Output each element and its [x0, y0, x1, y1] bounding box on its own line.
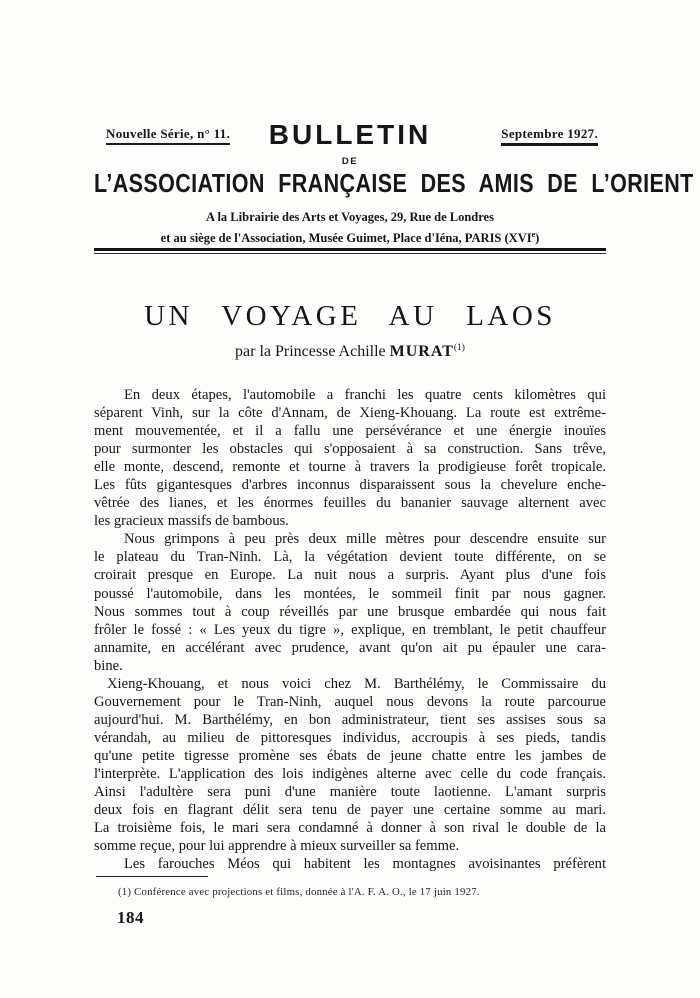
byline-prefix: par la Princesse Achille — [235, 343, 390, 360]
article-title: UN VOYAGE AU LAOS — [144, 300, 556, 332]
body-line: Ainsi l'adultère sera puni d'une manière toute laotienne. L'amant surpris — [94, 784, 606, 801]
page-number: 184 — [117, 908, 144, 927]
body-line: Nous sommes tout à coup réveillés par une brusque embardée qui nous fait — [94, 603, 606, 620]
address-line-2-text: et au siège de l'Association, Musée Guimet, Place d'Iéna, PARIS (XVI — [160, 231, 532, 246]
article-body — [94, 386, 606, 873]
body-line: frôler le fossé : « Les yeux du tigre », explique, en tremblant, le petit chauffeur — [94, 621, 606, 638]
address-line-1: A la Librairie des Arts et Voyages, 29, Rue de Londres — [206, 210, 494, 224]
body-line: séparent Vinh, sur la côte d'Annam, de Xieng-Khouang. La route est extrême- — [94, 405, 606, 422]
body-line: les gracieux massifs de bambous. — [94, 513, 289, 530]
body-line: bine. — [94, 657, 123, 674]
body-line: elle monte, descend, remonte et tourne à travers la prodigieuse forêt tropicale. — [94, 459, 606, 476]
masthead — [94, 120, 606, 156]
body-line: Les fûts gigantesques d'arbres inconnus disparaissent sous la chevelure enche- — [94, 477, 606, 494]
body-line: croirait presque en Europe. La nuit nous a surpris. Ayant plus d'une fois — [94, 567, 606, 584]
body-line: Nous grimpons à peu près deux mille mètres pour descendre ensuite sur — [124, 531, 606, 548]
body-line: aujourd'hui. M. Barthélémy, en bon administrateur, tient ses assises sous sa — [94, 711, 606, 728]
footnote-text: (1) Conférence avec projections et films, donnée à l'A. F. A. O., le 17 juin 1927. — [118, 886, 480, 898]
body-line: La troisième fois, le mari sera condamné à donner à son rival le double de la — [94, 820, 606, 837]
paragraph — [94, 855, 606, 873]
address-line-2 — [94, 226, 606, 247]
body-line: Gouvernement pour le Tran-Ninh, auquel nous devons la route parcourue — [94, 693, 606, 710]
body-line: l'interprète. L'application des lois indigènes alterne avec celle du code français. — [94, 765, 606, 782]
paragraph — [94, 675, 606, 855]
series-number: Nouvelle Série, n° 11. — [106, 126, 230, 145]
issue-date: Septembre 1927. — [501, 126, 598, 146]
article-byline — [94, 343, 606, 361]
footnote-marker: (1) — [453, 343, 465, 353]
masthead-connector: DE — [341, 156, 359, 167]
footnote-rule — [96, 876, 208, 877]
body-line: En deux étapes, l'automobile a franchi les quatre cents kilomètres qui — [124, 387, 606, 403]
body-line: vêtrée des lianes, et les énormes feuilles du bananier sauvage alternent avec — [94, 495, 606, 512]
bulletin-title: BULLETIN — [268, 119, 432, 150]
body-line: vérandah, au milieu de pittoresques individus, accroupis à ses pieds, tandis — [94, 729, 606, 746]
address-line-2-close: ) — [535, 231, 540, 246]
paragraph — [94, 530, 606, 674]
body-line: qu'une petite tigresse promène ses ébats de jeune chatte entre les jambes de — [94, 747, 606, 764]
body-line: le plateau du Tran-Ninh. Là, la végétation devient toute différente, on se — [94, 549, 606, 566]
body-line: ment mouvementée, et il a fallu une persévérance et une énergie inouïes — [94, 423, 606, 440]
masthead-divider-rule — [94, 248, 606, 254]
body-line: annamite, en accélérant avec prudence, avant qu'on ait pu épauler une cara- — [94, 639, 606, 656]
body-line: pour surmonter les obstacles qui s'opposaient à sa construction. Sans trêve, — [94, 441, 606, 458]
body-line: Les farouches Méos qui habitent les montagnes avoisinantes préfèrent — [124, 856, 606, 873]
body-line: poussé l'automobile, dans les montées, le sommeil finit par nous gagner. — [94, 585, 606, 602]
paragraph — [94, 386, 606, 530]
author-name: MURAT — [389, 343, 454, 360]
arrondissement-sup: e — [531, 230, 536, 239]
body-line: Xieng-Khouang, et nous voici chez M. Barthélémy, le Commissaire du — [107, 675, 606, 692]
body-line: deux fois en flagrant délit sera tenu de payer une certaine somme au mari. — [94, 802, 606, 819]
body-line: somme reçue, pour lui apprendre à mieux surveiller sa femme. — [94, 838, 460, 855]
association-name: L’ASSOCIATION FRANÇAISE DES AMIS DE L’ORIENT — [94, 169, 694, 199]
